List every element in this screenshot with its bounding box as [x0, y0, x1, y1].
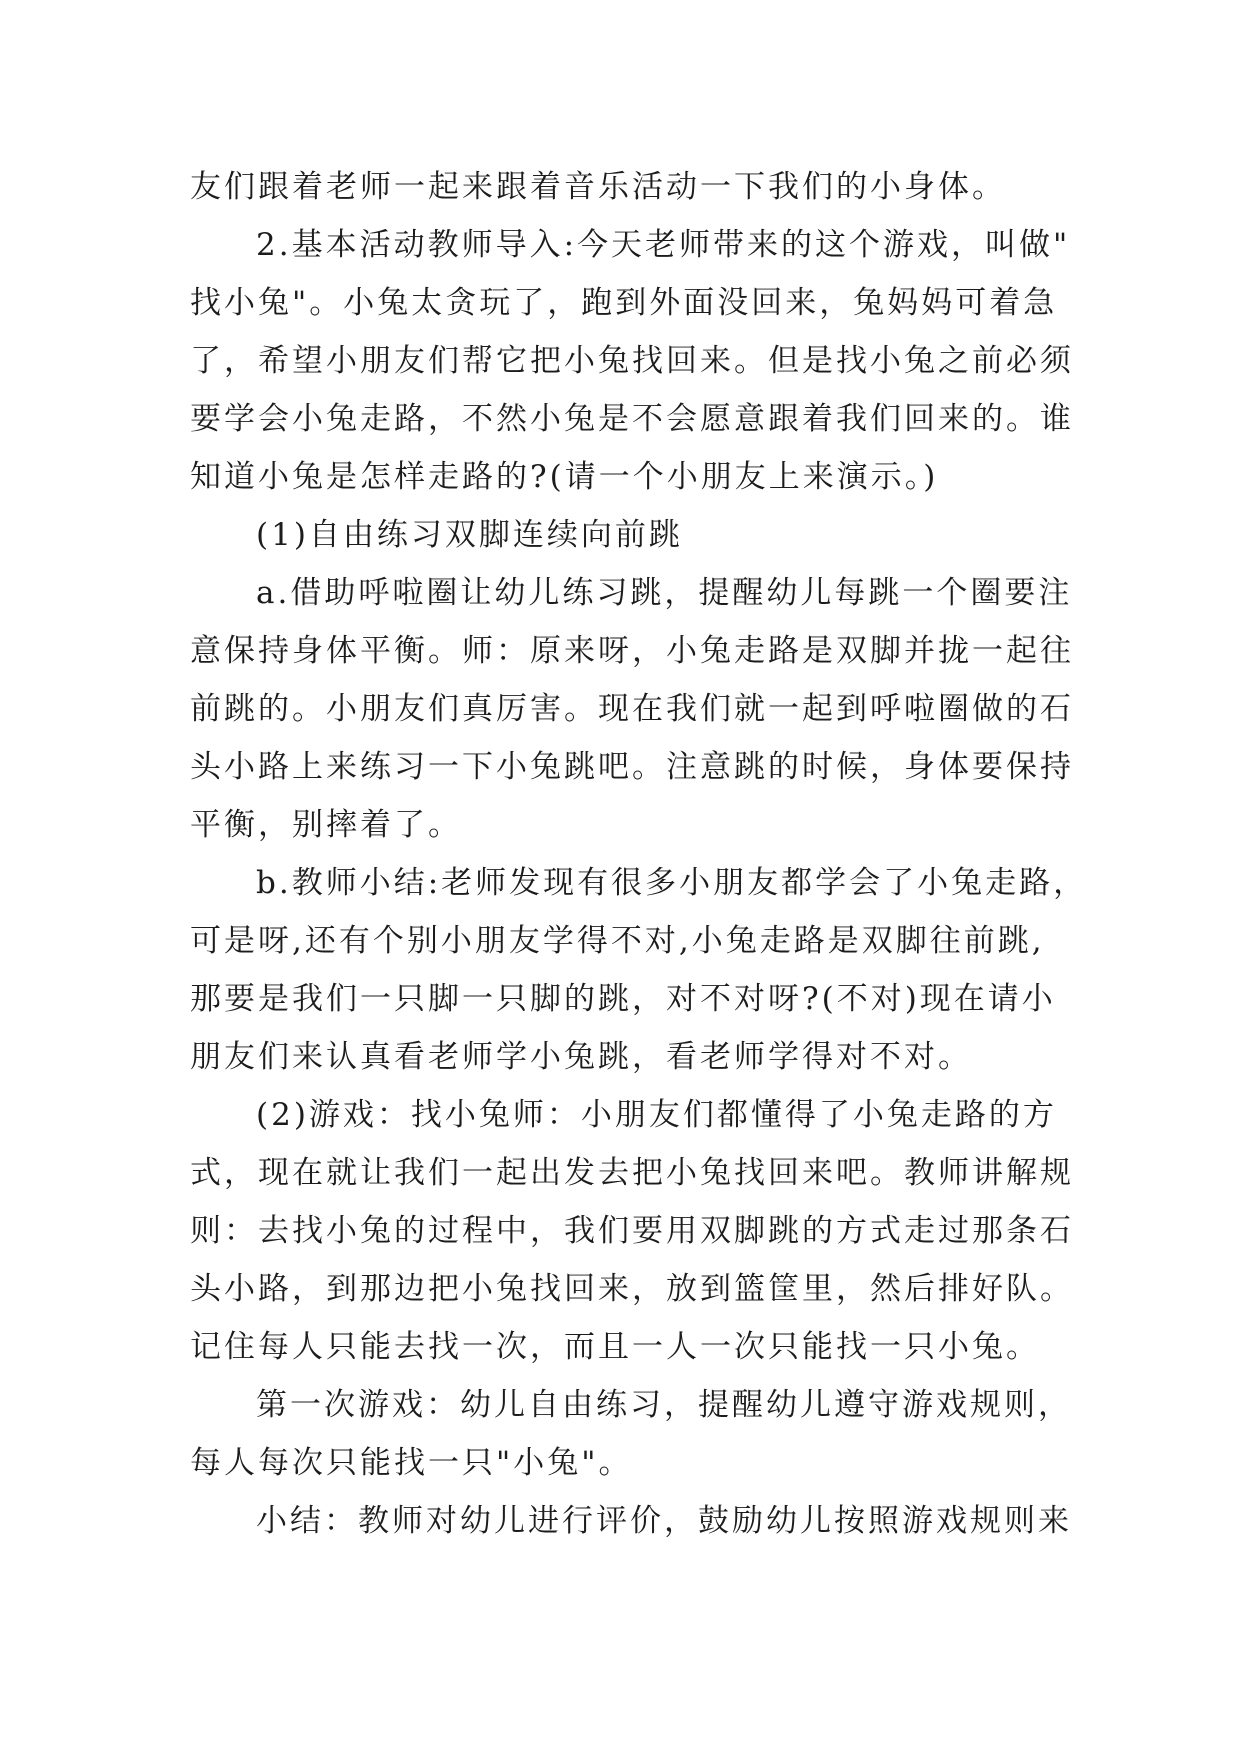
text-line: 第一次游戏：幼儿自由练习，提醒幼儿遵守游戏规则，: [256, 1387, 1072, 1423]
text-line: 式，现在就让我们一起出发去把小兔找回来吧。教师讲解规: [190, 1155, 1074, 1191]
text-line: (1)自由练习双脚连续向前跳: [256, 517, 683, 553]
text-line: 头小路上来练习一下小兔跳吧。注意跳的时候，身体要保持: [190, 749, 1074, 785]
text-line: 头小路，到那边把小兔找回来，放到篮筐里，然后排好队。: [190, 1271, 1074, 1307]
text-line: 知道小兔是怎样走路的?(请一个小朋友上来演示。): [190, 459, 939, 495]
text-line: (2)游戏：找小兔师：小朋友们都懂得了小兔走路的方: [256, 1097, 1057, 1133]
text-line: 朋友们来认真看老师学小兔跳，看老师学得对不对。: [190, 1039, 972, 1075]
text-line: 意保持身体平衡。师：原来呀，小兔走路是双脚并拢一起往: [190, 633, 1074, 669]
text-line: 平衡，别摔着了。: [190, 807, 462, 843]
text-line: 可是呀,还有个别小朋友学得不对,小兔走路是双脚往前跳,: [190, 923, 1045, 959]
text-line: 了，希望小朋友们帮它把小兔找回来。但是找小兔之前必须: [190, 343, 1074, 379]
text-line: 则：去找小兔的过程中，我们要用双脚跳的方式走过那条石: [190, 1213, 1074, 1249]
text-line: 前跳的。小朋友们真厉害。现在我们就一起到呼啦圈做的石: [190, 691, 1074, 727]
text-line: 记住每人只能去找一次，而且一人一次只能找一只小兔。: [190, 1329, 1040, 1365]
text-line: 找小兔"。小兔太贪玩了，跑到外面没回来，兔妈妈可着急: [190, 285, 1058, 321]
text-line: b.教师小结:老师发现有很多小朋友都学会了小兔走路，: [256, 865, 1088, 901]
text-line: 小结：教师对幼儿进行评价，鼓励幼儿按照游戏规则来: [256, 1503, 1072, 1539]
text-line: 要学会小兔走路，不然小兔是不会愿意跟着我们回来的。谁: [190, 401, 1074, 437]
text-line: 2.基本活动教师导入:今天老师带来的这个游戏，叫做": [256, 227, 1071, 263]
text-line: a.借助呼啦圈让幼儿练习跳，提醒幼儿每跳一个圈要注: [256, 575, 1073, 611]
document-body: [190, 158, 1088, 1550]
text-line: 每人每次只能找一只"小兔"。: [190, 1445, 633, 1481]
text-line: 那要是我们一只脚一只脚的跳，对不对呀?(不对)现在请小: [190, 981, 1056, 1017]
text-line: 友们跟着老师一起来跟着音乐活动一下我们的小身体。: [190, 169, 1006, 205]
